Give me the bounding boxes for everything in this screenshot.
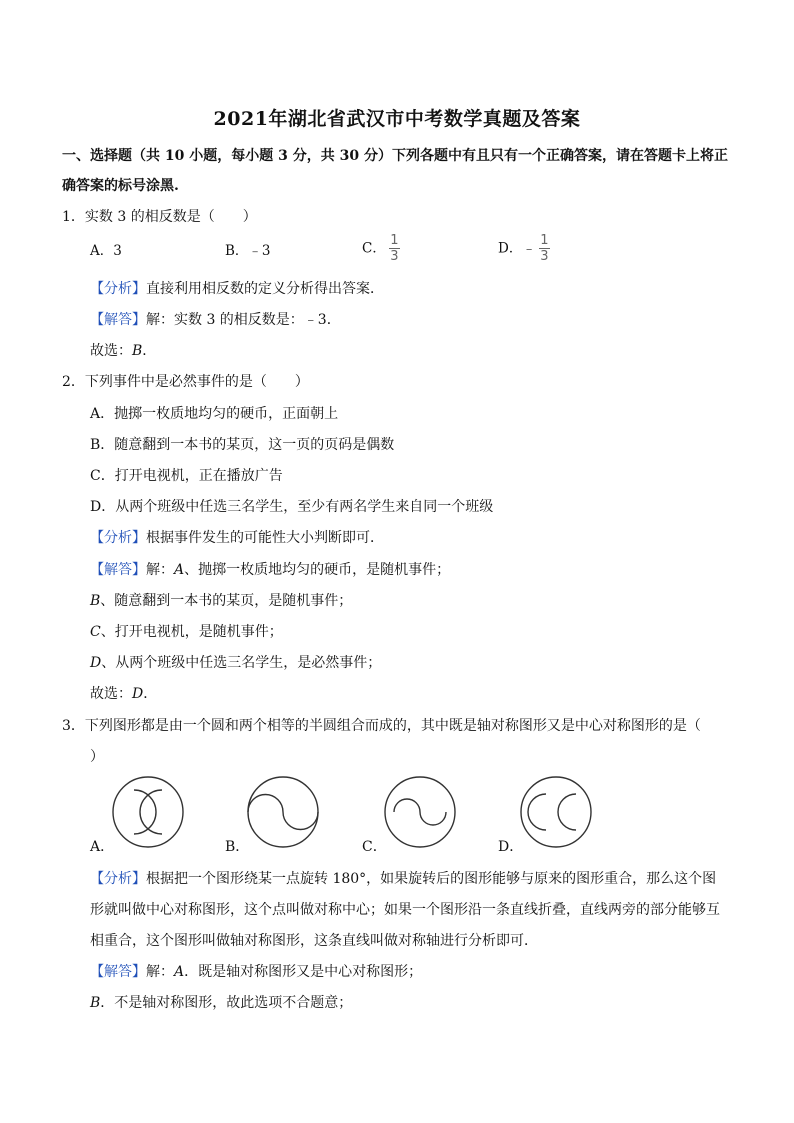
q3-analysis-line-1	[90, 869, 716, 889]
q3-solution-line-1	[90, 962, 422, 982]
q1-option-d	[498, 234, 550, 263]
solution-text: 、随意翻到一本书的某页，是随机事件；	[100, 593, 353, 609]
choice-suffix: ．	[142, 343, 157, 359]
section-heading-line-2: 确答案的标号涂黑.	[62, 178, 179, 194]
solution-letter: A	[174, 964, 185, 980]
solution-letter: A	[174, 562, 185, 578]
q2-solution-line-4	[90, 653, 381, 673]
q3-figure-d	[518, 774, 594, 850]
q3-analysis-line-2: 形就叫做中心对称图形，这个点叫做对称中心；如果一个图形沿一条直线折叠，直线两旁的部分能够互	[90, 902, 720, 918]
choice-suffix: ．	[143, 686, 158, 702]
q1-option-c-fraction	[389, 234, 400, 263]
q3-solution-line-2	[90, 993, 352, 1013]
solution-letter: B	[90, 995, 101, 1011]
solution-text: 、从两个班级中任选三名学生，是必然事件；	[101, 655, 382, 671]
choice-letter: D	[132, 686, 144, 702]
solution-text: ．不是轴对称图形，故此选项不合题意；	[100, 995, 353, 1011]
q1-option-d-label: D．﹣	[498, 240, 536, 257]
choice-letter: B	[132, 343, 143, 359]
analysis-text: 直接利用相反数的定义分析得出答案．	[146, 281, 384, 297]
q3-stem-line-2: ）	[90, 749, 104, 765]
q3-figure-a	[110, 774, 186, 850]
q1-option-c-label: C．	[362, 240, 386, 257]
solution-text: 、抛掷一枚质地均匀的硬币，是随机事件；	[184, 562, 451, 578]
solution-text: 解：实数 3 的相反数是：﹣3．	[146, 312, 341, 328]
page-title: 2021年湖北省武汉市中考数学真题及答案	[213, 108, 581, 130]
solution-letter: B	[90, 593, 101, 609]
q1-stem: 1．实数 3 的相反数是（ ）	[62, 209, 257, 225]
fraction-denominator: 3	[540, 249, 549, 264]
q3-figure-label-b: B．	[225, 839, 250, 855]
section-heading-line-1: 一、选择题（共 10 小题，每小题 3 分，共 30 分）下列各题中有且只有一个正确答案，请在答题卡上将正	[62, 148, 728, 164]
q2-option-a: A．抛掷一枚质地均匀的硬币，正面朝上	[90, 406, 339, 422]
solution-prefix: 解：	[146, 562, 174, 578]
q2-solution-line-3	[90, 622, 283, 642]
choice-prefix: 故选：	[90, 343, 132, 359]
q1-option-a: A．3	[90, 243, 122, 259]
q1-analysis	[90, 279, 384, 299]
analysis-tag: 【分析】	[90, 281, 146, 297]
q1-solution	[90, 310, 341, 330]
q3-stem-line-1: 3．下列图形都是由一个圆和两个相等的半圆组合而成的，其中既是轴对称图形又是中心对称图形的是（	[62, 718, 701, 734]
solution-letter: C	[90, 624, 101, 640]
analysis-text: 根据事件发生的可能性大小判断即可．	[146, 530, 384, 546]
fraction-denominator: 3	[390, 249, 399, 264]
q2-solution-line-2	[90, 591, 352, 611]
q2-option-c: C．打开电视机，正在播放广告	[90, 468, 283, 484]
q1-option-d-fraction	[539, 234, 550, 263]
solution-tag: 【解答】	[90, 312, 146, 328]
q3-figure-label-c: C．	[362, 839, 387, 855]
q1-option-b: B．﹣3	[225, 243, 271, 259]
q2-analysis	[90, 528, 384, 548]
q1-option-c	[362, 234, 400, 263]
solution-tag: 【解答】	[90, 964, 146, 980]
solution-letter: D	[90, 655, 102, 671]
q3-figure-label-d: D．	[498, 839, 524, 855]
q1-choice	[90, 341, 156, 361]
choice-prefix: 故选：	[90, 686, 132, 702]
solution-tag: 【解答】	[90, 562, 146, 578]
fraction-numerator: 1	[390, 233, 399, 248]
q2-choice	[90, 684, 157, 704]
solution-prefix: 解：	[146, 964, 174, 980]
fraction-numerator: 1	[540, 233, 549, 248]
q2-option-b: B．随意翻到一本书的某页，这一页的页码是偶数	[90, 437, 395, 453]
analysis-tag: 【分析】	[90, 530, 146, 546]
q3-figure-c	[382, 774, 458, 850]
q3-figure-label-a: A．	[90, 839, 115, 855]
solution-text: ．既是轴对称图形又是中心对称图形；	[184, 964, 423, 980]
q3-analysis-line-3: 相重合，这个图形叫做轴对称图形，这条直线叫做对称轴进行分析即可．	[90, 933, 538, 949]
analysis-text: 根据把一个图形绕某一点旋转 180°，如果旋转后的图形能够与原来的图形重合，那么这个图	[146, 871, 717, 887]
analysis-tag: 【分析】	[90, 871, 146, 887]
q2-solution-line-1	[90, 560, 450, 580]
q3-figure-b	[245, 774, 321, 850]
q2-option-d: D．从两个班级中任选三名学生，至少有两名学生来自同一个班级	[90, 499, 494, 515]
q2-stem: 2．下列事件中是必然事件的是（ ）	[62, 374, 309, 390]
solution-text: 、打开电视机，是随机事件；	[100, 624, 283, 640]
